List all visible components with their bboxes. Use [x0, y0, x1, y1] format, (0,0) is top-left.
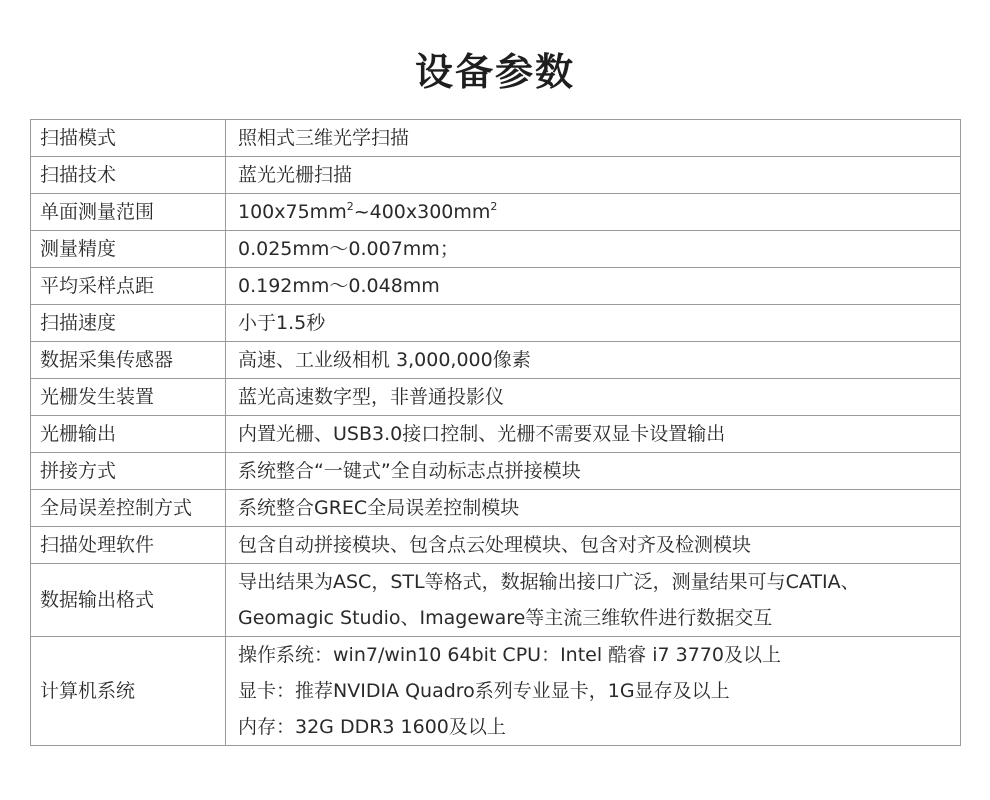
row-label: 扫描模式 [31, 120, 226, 157]
row-label: 全局误差控制方式 [31, 490, 226, 527]
value-line: Geomagic Studio、Imageware等主流三维软件进行数据交互 [238, 607, 773, 629]
table-row [31, 194, 961, 231]
row-label: 计算机系统 [31, 637, 226, 746]
superscript: 2 [490, 200, 498, 213]
spec-table [30, 119, 961, 746]
page-title: 设备参数 [414, 50, 575, 94]
table-row [31, 379, 961, 416]
table-row [31, 342, 961, 379]
row-value: 系统整合“一键式”全自动标志点拼接模块 [226, 453, 961, 490]
table-row [31, 527, 961, 564]
table-row [31, 564, 961, 637]
superscript: 2 [346, 200, 354, 213]
range-min: 100x75mm [238, 201, 347, 223]
row-value: 0.025mm～0.007mm； [226, 231, 961, 268]
value-line: 内存：32G DDR3 1600及以上 [238, 716, 506, 738]
table-row [31, 231, 961, 268]
row-label: 数据采集传感器 [31, 342, 226, 379]
table-row [31, 490, 961, 527]
row-value: 内置光栅、USB3.0接口控制、光栅不需要双显卡设置输出 [226, 416, 961, 453]
row-value: 蓝光高速数字型，非普通投影仪 [226, 379, 961, 416]
table-row [31, 416, 961, 453]
table-row [31, 453, 961, 490]
table-row [31, 157, 961, 194]
row-label: 光栅发生装置 [31, 379, 226, 416]
row-label: 拼接方式 [31, 453, 226, 490]
row-label: 测量精度 [31, 231, 226, 268]
row-value: 高速、工业级相机 3,000,000像素 [226, 342, 961, 379]
table-row [31, 637, 961, 746]
row-label: 单面测量范围 [31, 194, 226, 231]
row-label: 平均采样点距 [31, 268, 226, 305]
row-value [226, 194, 961, 231]
row-value: 照相式三维光学扫描 [226, 120, 961, 157]
value-line: 操作系统：win7/win10 64bit CPU：Intel 酷睿 i7 3770及以上 [238, 644, 781, 666]
row-value: 系统整合GREC全局误差控制模块 [226, 490, 961, 527]
row-label: 数据输出格式 [31, 564, 226, 637]
table-row [31, 120, 961, 157]
row-label: 扫描速度 [31, 305, 226, 342]
table-row [31, 268, 961, 305]
row-value: 蓝光光栅扫描 [226, 157, 961, 194]
row-value: 0.192mm～0.048mm [226, 268, 961, 305]
row-label: 扫描技术 [31, 157, 226, 194]
row-value: 小于1.5秒 [226, 305, 961, 342]
row-label: 扫描处理软件 [31, 527, 226, 564]
table-row [31, 305, 961, 342]
value-line: 显卡：推荐NVIDIA Quadro系列专业显卡，1G显存及以上 [238, 680, 730, 702]
row-label: 光栅输出 [31, 416, 226, 453]
row-value [226, 637, 961, 746]
range-max: ~400x300mm [353, 201, 491, 223]
row-value [226, 564, 961, 637]
value-line: 导出结果为ASC，STL等格式，数据输出接口广泛，测量结果可与CATIA、 [238, 571, 860, 593]
row-value: 包含自动拼接模块、包含点云处理模块、包含对齐及检测模块 [226, 527, 961, 564]
